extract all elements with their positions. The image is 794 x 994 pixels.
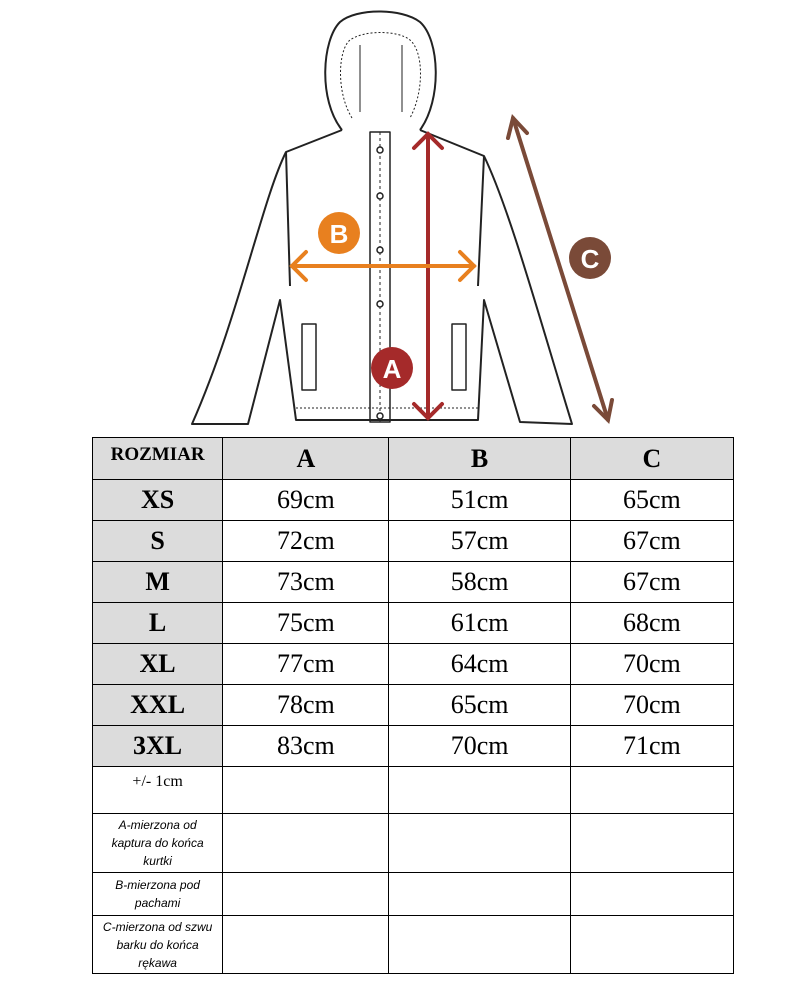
- value-c: 70cm: [570, 685, 733, 726]
- measure-b-arrow: [292, 252, 474, 280]
- note-row-a: [93, 814, 734, 873]
- size-label: S: [93, 521, 223, 562]
- header-c: C: [570, 438, 733, 480]
- value-c: 68cm: [570, 603, 733, 644]
- value-b: 58cm: [389, 562, 570, 603]
- value-c: 65cm: [570, 480, 733, 521]
- table-row: [93, 685, 734, 726]
- measure-c-label: C: [580, 244, 600, 274]
- note-b: B-mierzona pod pachami: [93, 873, 223, 916]
- value-b: 70cm: [389, 726, 570, 767]
- table-row: [93, 644, 734, 685]
- tolerance-note: +/- 1cm: [93, 767, 223, 814]
- value-c: 71cm: [570, 726, 733, 767]
- value-b: 64cm: [389, 644, 570, 685]
- value-c: 70cm: [570, 644, 733, 685]
- size-label: M: [93, 562, 223, 603]
- value-a: 77cm: [223, 644, 389, 685]
- measure-a-arrow: [414, 134, 442, 418]
- value-b: 51cm: [389, 480, 570, 521]
- size-label: XS: [93, 480, 223, 521]
- empty-cell: [223, 814, 389, 873]
- empty-cell: [389, 873, 570, 916]
- value-c: 67cm: [570, 521, 733, 562]
- empty-cell: [570, 814, 733, 873]
- size-label: XL: [93, 644, 223, 685]
- header-rozmiar: ROZMIAR: [93, 438, 223, 480]
- value-a: 69cm: [223, 480, 389, 521]
- measure-a-label: A: [382, 354, 402, 384]
- empty-cell: [570, 873, 733, 916]
- value-a: 73cm: [223, 562, 389, 603]
- note-a: A-mierzona od kaptura do końca kurtki: [93, 814, 223, 873]
- table-row: [93, 726, 734, 767]
- empty-cell: [389, 814, 570, 873]
- measure-b-label: B: [329, 219, 349, 249]
- tolerance-row: [93, 767, 734, 814]
- size-label: 3XL: [93, 726, 223, 767]
- size-label: XXL: [93, 685, 223, 726]
- table-row: [93, 603, 734, 644]
- note-c: C-mierzona od szwu barku do końca rękawa: [93, 916, 223, 974]
- header-a: A: [223, 438, 389, 480]
- table-row: [93, 521, 734, 562]
- size-label: L: [93, 603, 223, 644]
- table-row: [93, 562, 734, 603]
- value-c: 67cm: [570, 562, 733, 603]
- empty-cell: [570, 916, 733, 974]
- empty-cell: [223, 916, 389, 974]
- value-b: 65cm: [389, 685, 570, 726]
- empty-cell: [389, 916, 570, 974]
- value-a: 75cm: [223, 603, 389, 644]
- value-b: 57cm: [389, 521, 570, 562]
- note-row-b: [93, 873, 734, 916]
- empty-cell: [223, 767, 389, 814]
- empty-cell: [389, 767, 570, 814]
- empty-cell: [223, 873, 389, 916]
- value-a: 78cm: [223, 685, 389, 726]
- table-row: [93, 480, 734, 521]
- jacket-illustration: [0, 0, 794, 436]
- value-b: 61cm: [389, 603, 570, 644]
- table-header-row: [93, 438, 734, 480]
- empty-cell: [570, 767, 733, 814]
- value-a: 83cm: [223, 726, 389, 767]
- measure-b-badge: [318, 212, 360, 254]
- measure-a-badge: [371, 347, 413, 389]
- measure-c-badge: [569, 237, 611, 279]
- header-b: B: [389, 438, 570, 480]
- size-table: [92, 437, 734, 974]
- value-a: 72cm: [223, 521, 389, 562]
- note-row-c: [93, 916, 734, 974]
